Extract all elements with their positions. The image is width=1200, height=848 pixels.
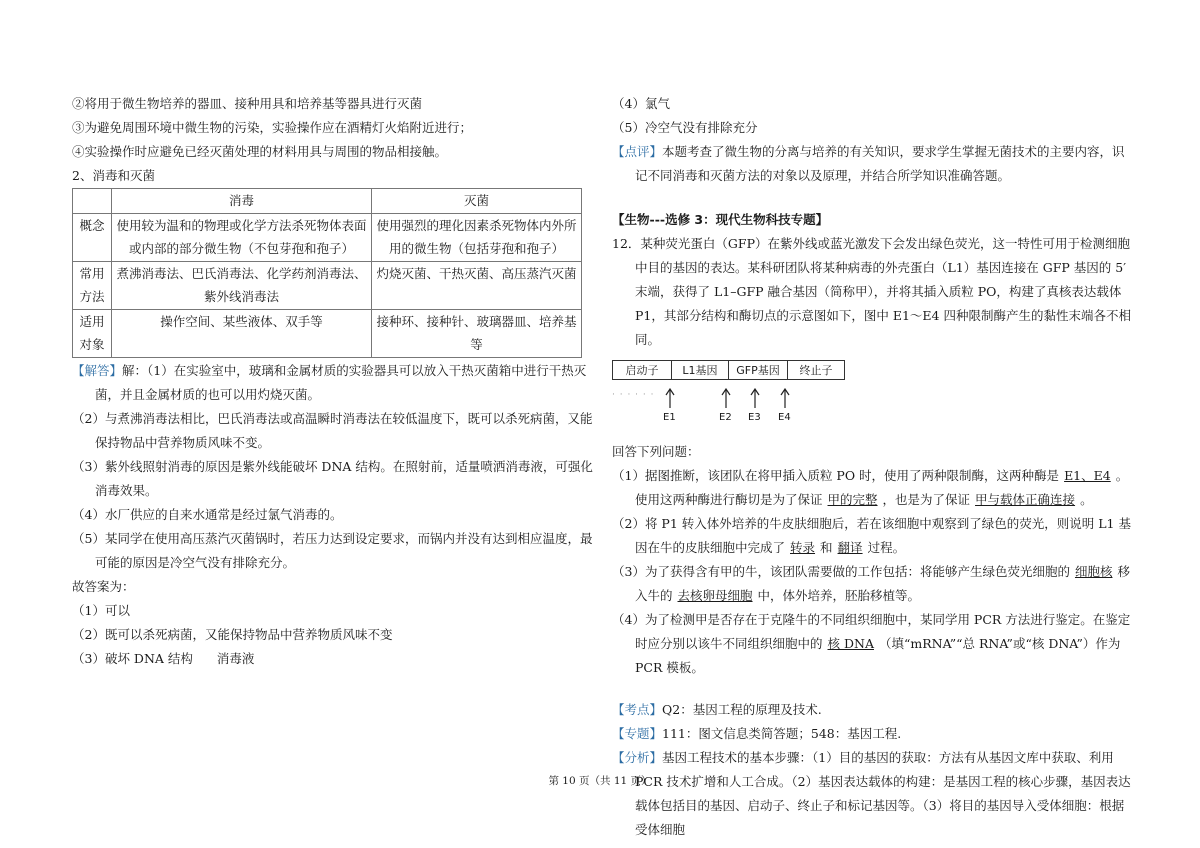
section-title: 【生物---选修 3：现代生物科技专题】 xyxy=(612,212,829,227)
l1-gene-box: L1基因 xyxy=(671,360,729,380)
answer-blank: 核 DNA xyxy=(827,636,874,651)
table-row xyxy=(73,213,582,261)
final-answer-1: （1）可以 xyxy=(72,602,130,618)
answer-2: （2）与煮沸消毒法相比，巴氏消毒法或高温瞬时消毒法在较低温度下，既可以杀死病菌，又能保持物品中营养物质风味不变。 xyxy=(72,410,593,450)
row-label: 概念 xyxy=(73,213,112,261)
section-2-heading: 2、消毒和灭菌 xyxy=(72,168,155,183)
arrow-up-icon xyxy=(749,388,761,408)
enzyme-label: E1 xyxy=(663,412,676,423)
table-cell: 灼烧灭菌、干热灭菌、高压蒸汽灭菌 xyxy=(372,261,582,309)
comment: 【点评】本题考查了微生物的分离与培养的有关知识，要求学生掌握无菌技术的主要内容，识记不同消毒和灭菌方法的对象以及原理，并结合所学知识准确答题。 xyxy=(612,144,1125,183)
answer-blank: E1、E4 xyxy=(1064,468,1111,483)
final-answer-3: （3）破坏 DNA 结构 消毒液 xyxy=(72,650,255,666)
answer-blank: 去核卵母细胞 xyxy=(677,588,753,603)
zhuanti-tag: 【专题】 xyxy=(612,726,663,741)
sub-answer-2: （2）将 P1 转入体外培养的牛皮肤细胞后，若在该细胞中观察到了绿色的荧光，则说明 L1 基因在牛的皮肤细胞中完成了 转录 和 翻译 过程。 xyxy=(612,516,1131,555)
fenxi-tag: 【分析】 xyxy=(612,750,663,765)
answer-blank: 甲的完整 xyxy=(827,492,878,507)
answer-tag: 【解答】 xyxy=(72,362,123,378)
answer-blank: 转录 xyxy=(790,540,816,555)
row-label: 常用方法 xyxy=(73,261,112,309)
arrow-up-icon xyxy=(664,388,676,408)
table-cell: 操作空间、某些液体、双手等 xyxy=(112,309,372,357)
answer-blank: 细胞核 xyxy=(1074,564,1113,579)
answer-5-cont: （5）冷空气没有排除充分 xyxy=(612,120,758,135)
spacer xyxy=(612,680,1132,698)
topic: 【专题】111：图文信息类简答题；548：基因工程. xyxy=(612,726,902,741)
table-cell: 煮沸消毒法、巴氏消毒法、化学药剂消毒法、紫外线消毒法 xyxy=(112,261,372,309)
row-label: 适用对象 xyxy=(73,309,112,357)
answer-3: （3）紫外线照射消毒的原因是紫外线能破坏 DNA 结构。在照射前，适量喷洒消毒液，可强化消毒效果。 xyxy=(72,458,593,498)
enzyme-label: E4 xyxy=(778,412,791,423)
table-cell: 使用较为温和的物理或化学方法杀死物体表面或内部的部分微生物（不包芽孢和孢子） xyxy=(112,213,372,261)
answer-4: （4）水厂供应的自来水通常是经过氯气消毒的。 xyxy=(72,506,343,522)
terminator-box: 终止子 xyxy=(787,360,845,380)
table-cell: 接种环、接种针、玻璃器皿、培养基等 xyxy=(372,309,582,357)
step-3: ③为避免周围环境中微生物的污染，实验操作应在酒精灯火焰附近进行； xyxy=(72,120,473,135)
enzyme-label: E3 xyxy=(748,412,761,423)
answer-5: （5）某同学在使用高压蒸汽灭菌锅时，若压力达到设定要求，而锅内并没有达到相应温度，最可能的原因是冷空气没有排除充分。 xyxy=(72,530,593,570)
table-header-cell: 消毒 xyxy=(112,189,372,214)
table-row xyxy=(73,309,582,357)
disinfection-sterilization-table xyxy=(72,188,582,358)
answer-prompt: 回答下列问题： xyxy=(612,444,700,459)
kaodian-tag: 【考点】 xyxy=(612,702,663,717)
spacer xyxy=(612,188,1132,208)
sub-answer-1: （1）据图推断，该团队在将甲插入质粒 PO 时，使用了两种限制酶，这两种酶是 E1、E4 。使用这两种酶进行酶切是为了保证 甲的完整 ，也是为了保证 甲与载体正确连接 。 xyxy=(612,468,1129,507)
final-answer-2: （2）既可以杀死病菌，又能保持物品中营养物质风味不变 xyxy=(72,626,393,642)
table-row xyxy=(73,261,582,309)
analysis: 【分析】基因工程技术的基本步骤：（1）目的基因的获取：方法有从基因文库中获取、利用 PCR 技术扩增和人工合成。（2）基因表达载体的构建：是基因工程的核心步骤，基因表达载体包括目的基因、启动子、终止子和标记基因等。（3）将目的基因导入受体细胞：根据受体细胞 xyxy=(612,750,1131,837)
step-2: ②将用于微生物培养的器皿、接种用具和培养基等器具进行灭菌 xyxy=(72,96,423,111)
answer-blank: 甲与载体正确连接 xyxy=(975,492,1076,507)
table-cell: 使用强烈的理化因素杀死物体内外所用的微生物（包括芽孢和孢子） xyxy=(372,213,582,261)
step-4: ④实验操作时应避免已经灭菌处理的材料用具与周围的物品相接触。 xyxy=(72,144,448,159)
answer-1: 【解答】解：（1）在实验室中，玻璃和金属材质的实验器具可以放入干热灭菌箱中进行干热灭菌，并且金属材质的也可以用灼烧灭菌。 xyxy=(72,362,587,402)
dotted-line: · · · · · · xyxy=(612,390,655,400)
knowledge-point: 【考点】Q2：基因工程的原理及技术. xyxy=(612,702,822,717)
arrow-up-icon xyxy=(779,388,791,408)
page-footer: 第 10 页（共 11 页） xyxy=(548,775,652,787)
final-answer-label: 故答案为： xyxy=(72,578,135,594)
table-header-row xyxy=(73,189,582,214)
promoter-box: 启动子 xyxy=(612,360,672,380)
left-column xyxy=(72,92,594,671)
arrow-up-icon xyxy=(720,388,732,408)
table-header-cell xyxy=(73,189,112,214)
comment-tag: 【点评】 xyxy=(612,144,663,159)
gfp-gene-box: GFP基因 xyxy=(728,360,788,380)
right-column xyxy=(612,92,1132,842)
sub-answer-4: （4）为了检测甲是否存在于克隆牛的不同组织细胞中，某同学用 PCR 方法进行鉴定。在鉴定时应分别以该牛不同组织细胞中的 核 DNA （填“mRNA”“总 RNA”或“核 DNA”）作为 PCR 模板。 xyxy=(612,612,1131,675)
answer-4-cont: （4）氯气 xyxy=(612,96,670,111)
answer-blank: 翻译 xyxy=(837,540,863,555)
enzyme-label: E2 xyxy=(719,412,732,423)
gene-structure-diagram xyxy=(612,358,852,438)
sub-answer-3: （3）为了获得含有甲的牛，该团队需要做的工作包括：将能够产生绿色荧光细胞的 细胞核 移入牛的 去核卵母细胞 中，体外培养，胚胎移植等。 xyxy=(612,564,1130,603)
question-12: 12．某种荧光蛋白（GFP）在紫外线或蓝光激发下会发出绿色荧光，这一特性可用于检测细胞中目的基因的表达。某科研团队将某种病毒的外壳蛋白（L1）基因连接在 GFP 基因的 5′末端，获得了 L1–GFP 融合基因（简称甲），并将其插入质粒 PO，构建了真核表达载体 P1，其部分结构和酶切点的示意图如下，图中 E1～E4 四种限制酶产生的黏性末端各不相同。 xyxy=(612,236,1131,347)
table-header-cell: 灭菌 xyxy=(372,189,582,214)
